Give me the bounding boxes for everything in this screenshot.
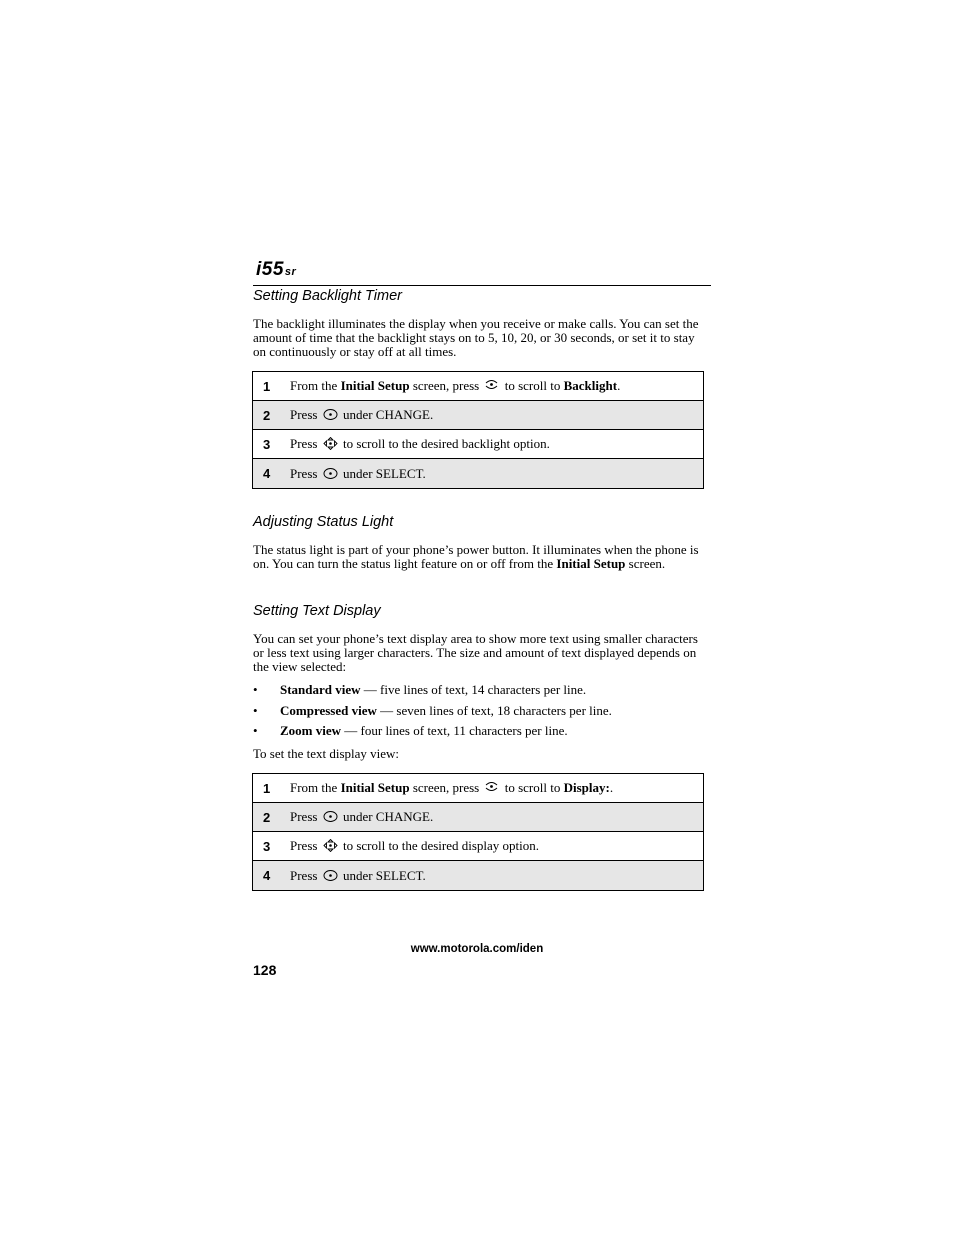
section-body-status-light: The status light is part of your phone’s power button. It illuminates when the phone is on. You can turn the status light feature on or off from the Initial Setup screen. bbox=[253, 542, 699, 571]
navigation-key-icon bbox=[323, 839, 338, 852]
step-text: Press under CHANGE. bbox=[290, 809, 434, 824]
logo-suffix: sr bbox=[284, 266, 297, 278]
list-item: • Standard view — five lines of text, 14 characters per line. bbox=[253, 682, 587, 698]
step-number: 2 bbox=[263, 407, 271, 423]
step-row bbox=[253, 401, 703, 430]
step-row bbox=[253, 372, 703, 401]
step-row bbox=[253, 832, 703, 861]
page-number: 128 bbox=[253, 962, 277, 978]
select-key-icon bbox=[323, 810, 338, 823]
step-row bbox=[253, 803, 703, 832]
select-key-icon bbox=[323, 408, 338, 421]
step-number: 3 bbox=[263, 838, 271, 854]
navigation-key-icon bbox=[323, 437, 338, 450]
step-number: 4 bbox=[263, 868, 271, 883]
section-title-backlight: Setting Backlight Timer bbox=[253, 288, 402, 304]
select-key-icon bbox=[323, 467, 338, 480]
list-item: • Zoom view — four lines of text, 11 characters per line. bbox=[253, 723, 568, 739]
step-text: From the Initial Setup screen, press to scroll to Display:. bbox=[290, 780, 614, 795]
step-text: Press under SELECT. bbox=[290, 867, 426, 883]
step-number: 1 bbox=[263, 378, 271, 394]
step-number: 2 bbox=[263, 809, 271, 825]
scroll-key-icon bbox=[484, 379, 499, 392]
steps-lead-text: To set the text display view: bbox=[253, 746, 400, 761]
step-row bbox=[253, 430, 703, 459]
step-text: Press to scroll to the desired backlight option. bbox=[290, 436, 550, 451]
header-rule bbox=[253, 285, 711, 286]
select-key-icon bbox=[323, 869, 338, 882]
step-number: 1 bbox=[263, 780, 271, 796]
step-row bbox=[253, 459, 703, 488]
step-row bbox=[253, 861, 703, 890]
step-text: Press to scroll to the desired display option. bbox=[290, 838, 540, 853]
step-row bbox=[253, 774, 703, 803]
scroll-key-icon bbox=[484, 781, 499, 794]
step-text: Press under SELECT. bbox=[290, 465, 426, 481]
list-item: • Compressed view — seven lines of text, 18 characters per line. bbox=[253, 702, 612, 718]
step-text: Press under CHANGE. bbox=[290, 407, 434, 422]
step-number: 4 bbox=[263, 466, 271, 481]
steps-table-display bbox=[252, 773, 704, 891]
logo-main: i55 bbox=[256, 259, 284, 280]
section-body-text-display: You can set your phone’s text display area to show more text using smaller characters or less text using larger characters. The size and amount of text displayed depends on the view selected: bbox=[253, 631, 698, 674]
product-logo bbox=[256, 259, 296, 281]
step-text: From the Initial Setup screen, press to scroll to Backlight. bbox=[290, 378, 621, 393]
view-options-list bbox=[253, 680, 705, 742]
section-body-backlight: The backlight illuminates the display when you receive or make calls. You can set the amount of time that the backlight stays on to 5, 10, 20, or 30 seconds, or set it to stay on continuously or stay off at all times. bbox=[253, 316, 699, 359]
step-number: 3 bbox=[263, 436, 271, 452]
section-title-status-light: Adjusting Status Light bbox=[253, 514, 394, 530]
steps-table-backlight bbox=[252, 371, 704, 489]
section-title-text-display: Setting Text Display bbox=[253, 603, 381, 619]
footer-url: www.motorola.com/iden bbox=[410, 943, 544, 955]
